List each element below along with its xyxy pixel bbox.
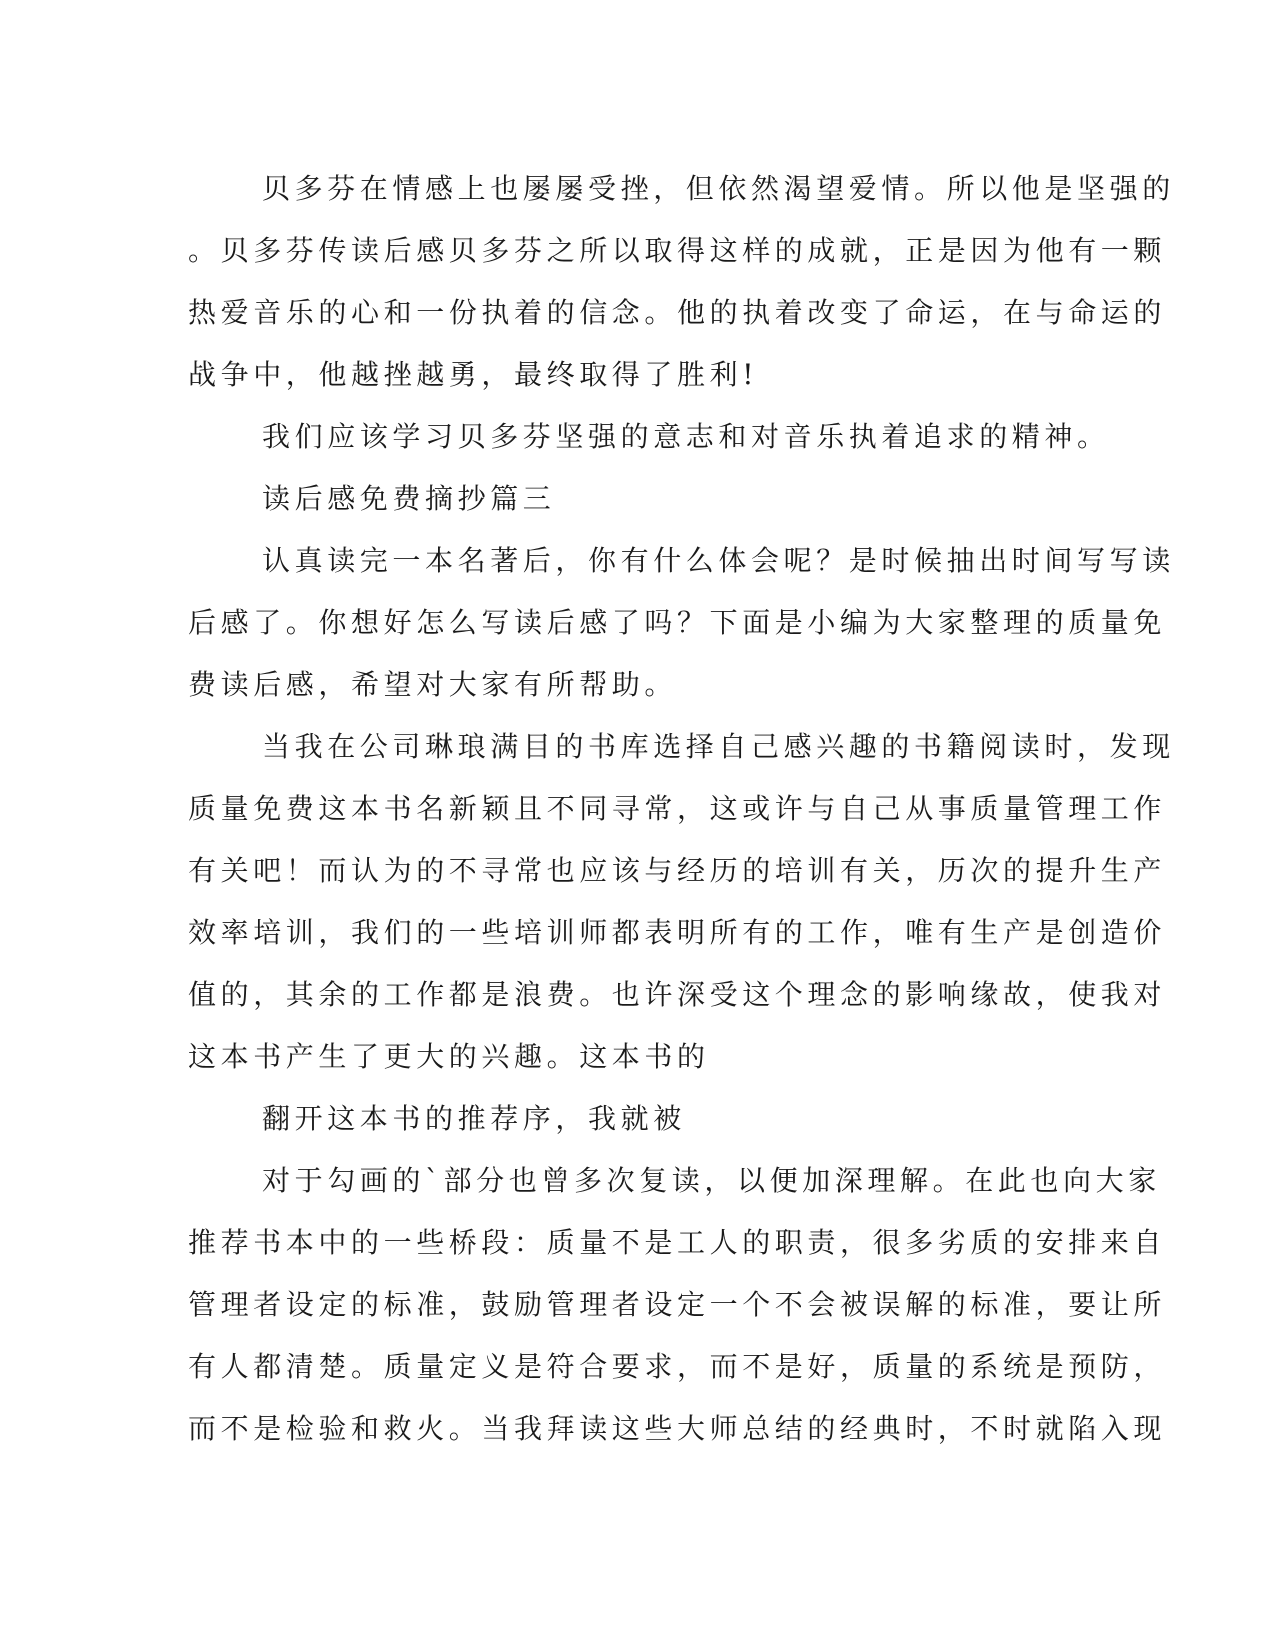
paragraph-line: 我们应该学习贝多芬坚强的意志和对音乐执着追求的精神。 (262, 420, 1110, 453)
paragraph-line: 而不是检验和救火。当我拜读这些大师总结的经典时，不时就陷入现 (188, 1412, 1167, 1445)
paragraph-line: 热爱音乐的心和一份执着的信念。他的执着改变了命运，在与命运的 (188, 296, 1167, 329)
paragraph-line: 推荐书本中的一些桥段：质量不是工人的职责，很多劣质的安排来自 (188, 1226, 1167, 1259)
paragraph-line: 对于勾画的`部分也曾多次复读，以便加深理解。在此也向大家 (262, 1164, 1161, 1197)
paragraph-line: 贝多芬在情感上也屡屡受挫，但依然渴望爱情。所以他是坚强的 (262, 172, 1175, 205)
paragraph-line: 质量免费这本书名新颖且不同寻常，这或许与自己从事质量管理工作 (188, 792, 1167, 825)
paragraph-line: 效率培训，我们的一些培训师都表明所有的工作，唯有生产是创造价 (188, 916, 1167, 949)
paragraph-line: 认真读完一本名著后，你有什么体会呢？是时候抽出时间写写读 (262, 544, 1175, 577)
paragraph-line: 这本书产生了更大的兴趣。这本书的 (188, 1040, 710, 1073)
paragraph-line: 值的，其余的工作都是浪费。也许深受这个理念的影响缘故，使我对 (188, 978, 1167, 1011)
paragraph-line: 有人都清楚。质量定义是符合要求，而不是好，质量的系统是预防， (188, 1350, 1167, 1383)
paragraph-line: 有关吧！而认为的不寻常也应该与经历的培训有关，历次的提升生产 (188, 854, 1167, 887)
section-heading: 读后感免费摘抄篇三 (262, 482, 556, 515)
paragraph-line: 。贝多芬传读后感贝多芬之所以取得这样的成就，正是因为他有一颗 (188, 234, 1167, 267)
paragraph-line: 当我在公司琳琅满目的书库选择自己感兴趣的书籍阅读时，发现 (262, 730, 1175, 763)
paragraph-line: 费读后感，希望对大家有所帮助。 (188, 668, 678, 701)
paragraph-line: 战争中，他越挫越勇，最终取得了胜利! (188, 358, 759, 391)
paragraph-line: 后感了。你想好怎么写读后感了吗？下面是小编为大家整理的质量免 (188, 606, 1167, 639)
document-body (188, 158, 1175, 1460)
paragraph-line: 翻开这本书的推荐序，我就被 (262, 1102, 686, 1135)
paragraph-line: 管理者设定的标准，鼓励管理者设定一个不会被误解的标准，要让所 (188, 1288, 1167, 1321)
